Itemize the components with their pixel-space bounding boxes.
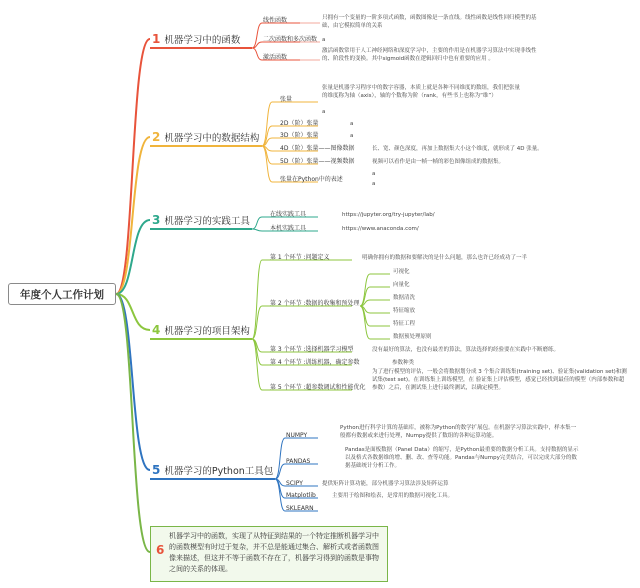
branch-1[interactable] <box>152 30 240 48</box>
b4-item-desc: 明确你拥有的数据和要解决的是什么问题，那么也许已经成功了一半 <box>362 255 528 261</box>
branch-1-number: 1 <box>152 32 161 46</box>
root-node[interactable] <box>8 283 116 305</box>
b3-item-link[interactable]: https://www.anaconda.com/ <box>342 226 419 232</box>
b2-item-label: 张量 <box>280 96 293 103</box>
b4-item-label: 第 2 个环节 :数据的收集和预处理 <box>270 300 360 307</box>
b1-item-label: 二次函数和多次函数 <box>263 36 318 43</box>
b1-item-desc: 只拥有一个变量的一阶多项式函数，函数图像是一条直线。线性函数是线性回归模型的基础，由它模拟简单的关系 <box>322 15 537 29</box>
b4-item-label: 第 3 个环节 :选择机器学习模型 <box>270 346 354 353</box>
b3-item-link[interactable]: https://jupyter.org/try-jupyter/lab/ <box>342 212 435 218</box>
branch-2-title: 机器学习中的数据结构 <box>164 133 260 144</box>
b4-subitem: 向量化 <box>393 282 410 288</box>
b4-item-desc: 为了进行模型的评估，一般会将数据划分成 3 个集合训练集(training set)、验证集(validation set)和测试集(test set)。在训练集上训练模型，在 验证集上评估模型，感觉已经找到最佳的模型（内部参数和超参数）之后，在测试集上进行最终测试，以确定模型。 <box>372 369 627 391</box>
branch-5[interactable] <box>152 461 273 479</box>
b4-subitem: 可视化 <box>393 269 410 275</box>
branch-6-box[interactable] <box>150 526 388 582</box>
b2-item-desc: 长、宽、颜色深度，再加上数据集大小这个维度，就形成了 4D 张量。 <box>372 146 543 152</box>
branch-4-title: 机器学习的项目架构 <box>164 326 250 337</box>
b2-item-label: 2D（阶）张量 <box>280 120 319 127</box>
b4-item-label: 第 4 个环节 :训练机器，确定参数 <box>270 359 360 366</box>
b5-item-label: SCIPY <box>286 480 303 487</box>
branch-3[interactable] <box>152 211 250 229</box>
b4-connector-1 <box>252 306 352 339</box>
b2-item-desc: a <box>350 121 354 127</box>
b4-subitem: 特征缩放 <box>393 308 416 314</box>
b3-item-label: 本机实践工具 <box>270 225 307 232</box>
branch-6-text: 机器学习中的函数，实现了从特征到结果的一个特定推断机器学习中的函数模型有时过于复杂，并不总是能通过集合、解析式或者函数图像来描述，但这并不等于函数不存在了，机器学习得到的函数是事物之间的关系的体现。 <box>169 532 379 573</box>
branch-3-title: 机器学习的实践工具 <box>164 216 250 227</box>
b1-item-desc: a <box>322 37 326 43</box>
branch-2-number: 2 <box>152 130 161 144</box>
b5-item-label: Matplotlib <box>286 492 316 499</box>
b5-item-label: NUMPY <box>286 432 308 439</box>
b4-item-desc: 没有最好的算法，也没有最差的算法，算法选择的经验要在实践中不断磨练。 <box>372 347 560 353</box>
branch-2[interactable] <box>152 128 259 146</box>
b2-item-desc: 张量是机器学习程序中的数字容器，本质上就是各种不同维度的数组，我们把张量的维度称为轴（axis），轴的个数称为阶（rank，有些书上也称为“维”） <box>322 85 521 99</box>
branch-1-title: 机器学习中的函数 <box>164 35 241 46</box>
b5-item-desc: 主要用于绘图和绘表，是常用的数据可视化工具。 <box>332 493 454 499</box>
b5-item-desc: Pandas是面板数据（Panel Data）的缩写，是Python最重要的数据分析工具。支持数据的显示以及格式各数据维的增、删、改、查等功能。Pandas与Numpy完美结合，可以完成大部分的数据基础统计分析工作。 <box>345 447 579 469</box>
b5-item-label: SKLEARN <box>286 505 314 512</box>
trunk-line-6 <box>116 294 150 552</box>
b4-sub-connector-5 <box>360 306 390 339</box>
b4-item-desc: 参数种类 <box>392 360 415 366</box>
branch-4[interactable] <box>152 321 250 339</box>
b1-item-label: 激活函数 <box>263 54 288 61</box>
b2-item-desc: a <box>372 171 376 177</box>
b2-item-label: 张量在Python中的表述 <box>280 176 343 183</box>
branch-6-number: 6 <box>156 543 165 557</box>
b2-item-label: 3D（阶）张量 <box>280 132 319 139</box>
branch-4-number: 4 <box>152 323 161 337</box>
b5-connector-1 <box>275 464 318 479</box>
b4-subitem: 特征工程 <box>393 321 416 327</box>
b2-item-desc: 视频可以看作是由一帧一帧的彩色图像组成的数据集。 <box>372 159 505 165</box>
b2-item-desc: a <box>350 133 354 139</box>
branch-3-number: 3 <box>152 213 161 227</box>
b4-sub-connector-0 <box>360 274 390 306</box>
b2-item-label: 4D（阶）张量——图像数据 <box>280 145 355 152</box>
branch-5-title: 机器学习的Python工具包 <box>164 466 274 477</box>
b2-item-label: 5D（阶）张量——视频数据 <box>280 158 355 165</box>
b1-item-desc: 激活函数常用于人工神经网络和深度学习中，主要的作用是在机器学习算法中实现非线性的、阶段性的变换。其中sigmoid函数在逻辑回归中也有重要的应用 。 <box>322 48 537 62</box>
b1-item-label: 线性函数 <box>263 17 288 24</box>
b4-subitem: 数据预处理原则 <box>393 334 432 340</box>
b5-item-label: PANDAS <box>286 458 311 465</box>
branch-5-number: 5 <box>152 463 161 477</box>
b4-item-label: 第 5 个环节 :超参数调试和性能优化 <box>270 384 366 391</box>
b5-item-desc: 提供矩阵计算功能，部分机器学习算法涉及矩阵运算 <box>322 481 449 487</box>
b4-subitem: 数据清洗 <box>393 295 416 301</box>
b2-item-extra: a <box>372 181 376 187</box>
b3-item-label: 在线实践工具 <box>270 211 307 218</box>
root-title: 年度个人工作计划 <box>20 289 104 301</box>
b2-item-extra: a <box>322 109 326 115</box>
b4-item-label: 第 1 个环节 :问题定义 <box>270 254 330 261</box>
b4-sub-connector-2 <box>360 300 390 306</box>
trunk-line-3 <box>116 220 150 294</box>
b5-item-desc: Python进行科学计算的基础库，被称为Python的数学扩展包。在机器学习算法实践中，样本集一般都有数据或来进行处理，Numpy提供了数组的各种运算功能。 <box>340 425 577 439</box>
